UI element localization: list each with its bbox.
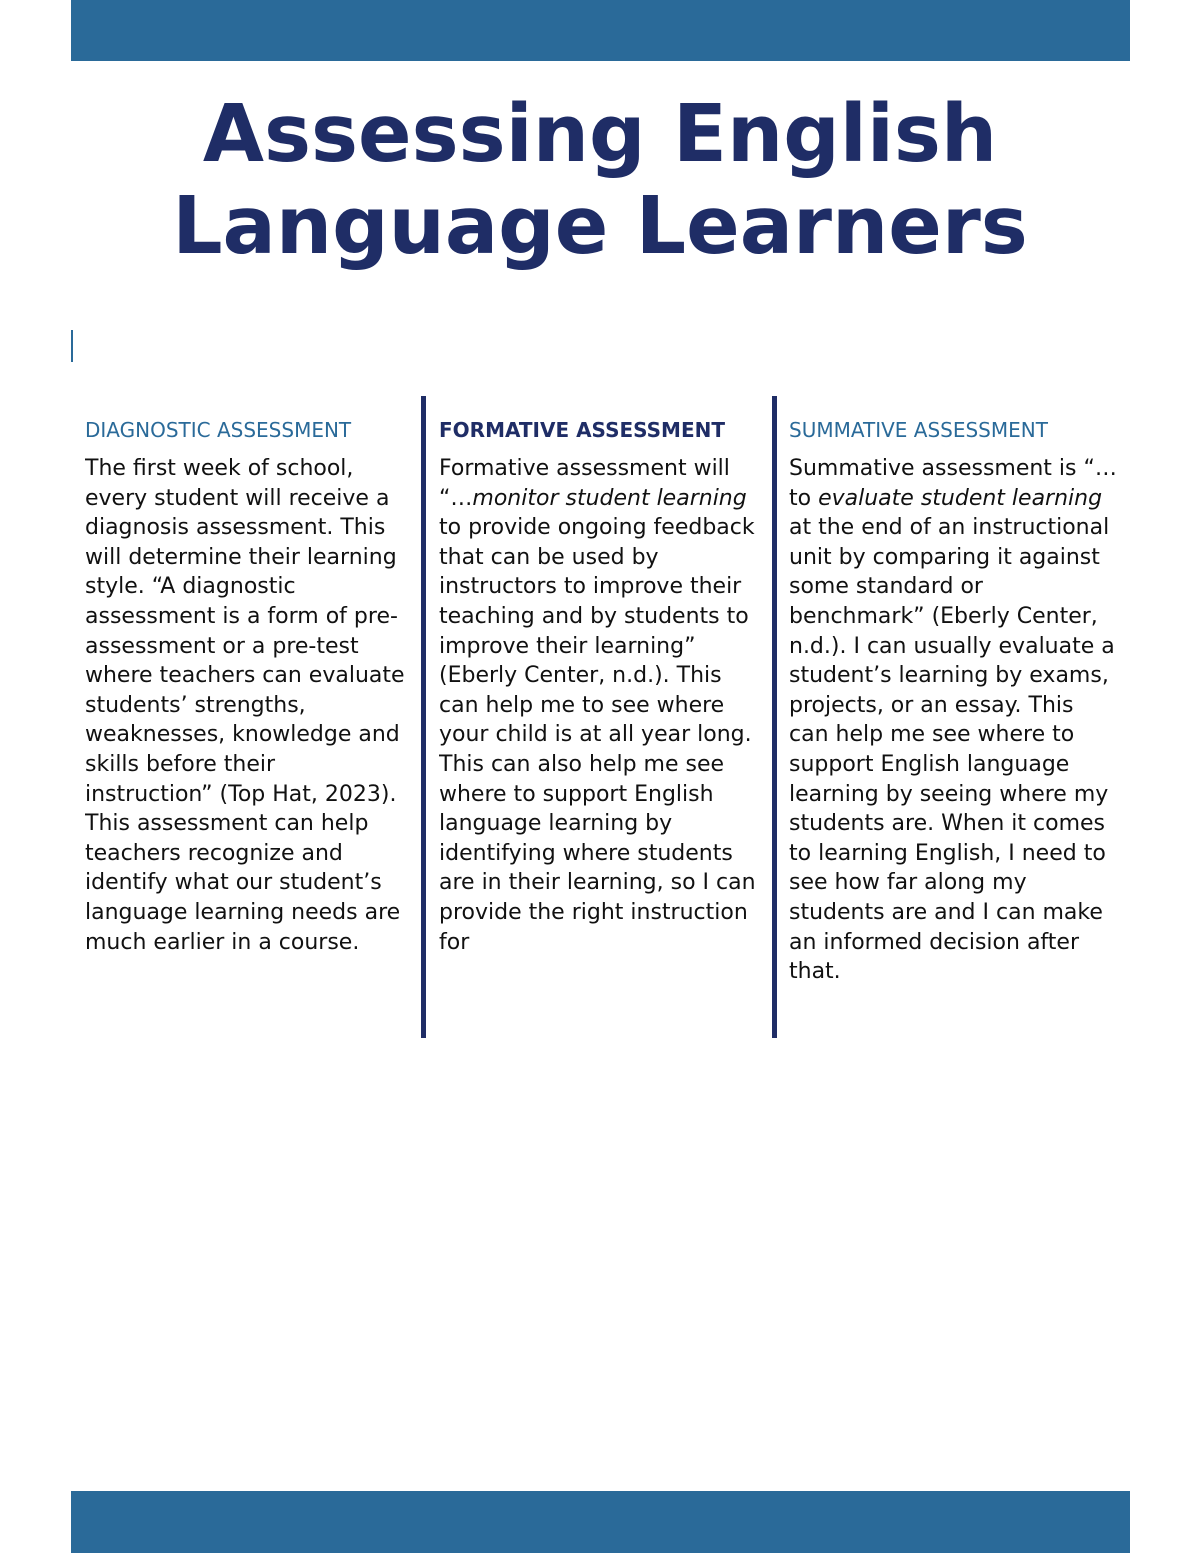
formative-text-b: to provide ongoing feedback that can be used by instructors to improve their teaching and by students to improve their learning” (Eberly Center, n.d.). This can help me to see where your child is at all year long. This can also help me see where to support English language learning by identifying where students are in their learning, so I can provide the right instruction for	[439, 515, 756, 955]
formative-text-a: Formative assessment will “…	[439, 456, 730, 511]
summative-text-em: evaluate student learning	[818, 485, 1103, 511]
column-divider-2	[772, 396, 777, 1038]
page-title	[0, 88, 1200, 272]
text-cursor	[71, 330, 73, 362]
footer-band	[71, 1491, 1130, 1553]
title-line-2: Language Learners	[172, 180, 1028, 272]
summative-text	[789, 454, 1119, 987]
formative-text-em: monitor student learning	[472, 485, 747, 511]
header-band	[71, 0, 1130, 61]
diagnostic-column	[85, 396, 409, 1038]
title-line-1: Assessing English	[202, 88, 998, 180]
summative-heading: SUMMATIVE ASSESSMENT	[789, 418, 1048, 442]
summative-text-b: at the end of an instructional unit by comparing it against some standard or benchmark” (Eberly Center, n.d.). I can usually evaluate a student’s learning by exams, projects, or an essay. This can help me see where to support English language learning by seeing where my students are. When it comes to learning English, I need to see how far along my students are and I can make an informed decision after that.	[789, 515, 1115, 985]
formative-heading: FORMATIVE ASSESSMENT	[439, 418, 725, 442]
summative-text-a: Summative assessment is “…to	[789, 456, 1117, 511]
diagnostic-heading: DIAGNOSTIC ASSESSMENT	[85, 418, 352, 442]
diagnostic-text: The first week of school, every student will receive a diagnosis assessment. This will determine their learning style. “A diagnostic assessment is a form of pre-assessment or a pre-test where teachers can evaluate students’ strengths, weaknesses, knowledge and skills before their instruction” (Top Hat, 2023). This assessment can help teachers recognize and identify what our student’s language learning needs are much earlier in a course.	[85, 456, 405, 955]
summative-column	[789, 396, 1119, 1038]
column-divider-1	[421, 396, 426, 1038]
formative-text	[439, 454, 763, 957]
formative-column	[439, 396, 763, 1038]
